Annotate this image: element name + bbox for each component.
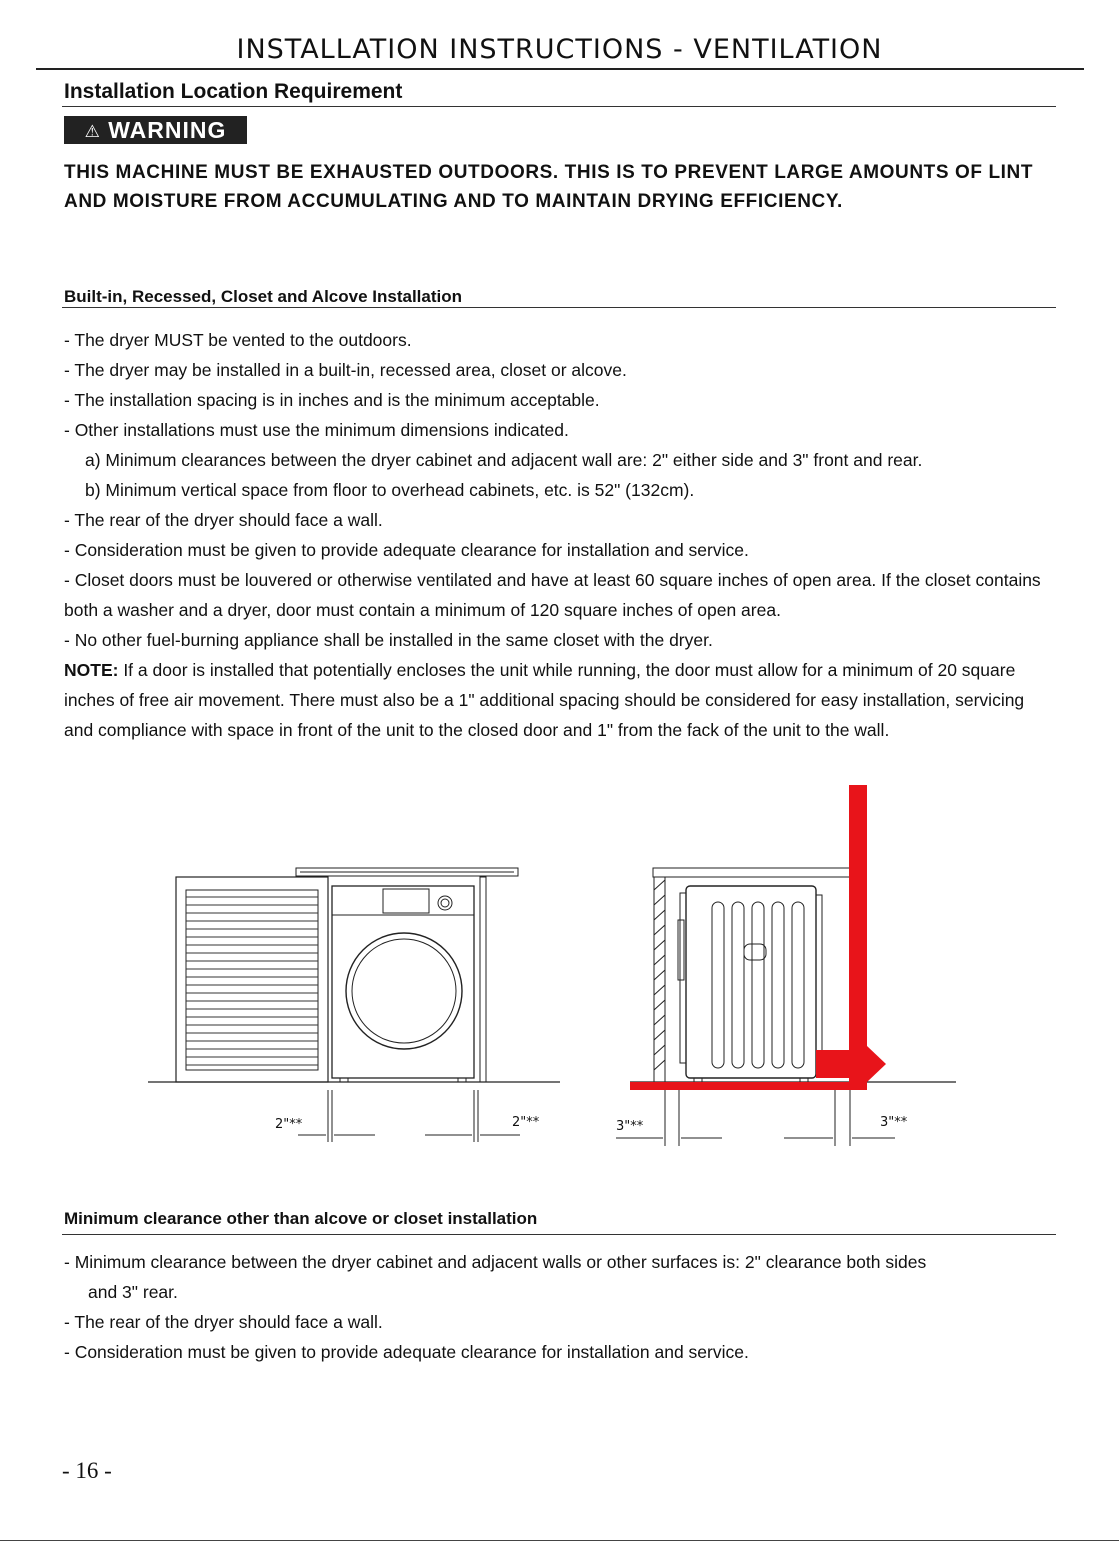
- rear-wall-highlight: [630, 785, 886, 1090]
- louvered-door: [176, 877, 328, 1082]
- side-left-clearance-label: 3"**: [616, 1119, 644, 1134]
- built-in-line: - Consideration must be given to provide adequate clearance for installation and service.: [64, 540, 749, 560]
- door-louvers: [186, 897, 318, 1065]
- minimum-clearance-line: - The rear of the dryer should face a wall.: [64, 1312, 383, 1332]
- clearance-diagram: [0, 770, 1119, 1170]
- dryer-door-icon: [346, 933, 462, 1049]
- side-view: [616, 868, 956, 1146]
- side-right-clearance-label: 3"**: [880, 1115, 908, 1130]
- vent-duct: [816, 1050, 850, 1078]
- built-in-line: - Other installations must use the minimum dimensions indicated.: [64, 420, 569, 440]
- front-right-clearance-label: 2"**: [512, 1115, 540, 1130]
- note-paragraph: [64, 655, 1054, 745]
- clearance-sub-item: b) Minimum vertical space from floor to overhead cabinets, etc. is 52" (132cm).: [85, 480, 695, 500]
- built-in-line: - No other fuel-burning appliance shall be installed in the same closet with the dryer.: [64, 630, 713, 650]
- warning-text: THIS MACHINE MUST BE EXHAUSTED OUTDOORS. THIS IS TO PREVENT LARGE AMOUNTS OF LINT AND MOISTURE FROM ACCUMULATING AND TO MAINTAIN DRYING EFFICIENCY.: [64, 162, 1034, 212]
- side-wall: [654, 877, 665, 1082]
- note-label: NOTE:: [64, 660, 119, 680]
- built-in-line: - The dryer MUST be vented to the outdoors.: [64, 330, 412, 350]
- dryer-knob-icon: [438, 896, 452, 910]
- section-heading: Installation Location Requirement: [64, 80, 403, 103]
- built-in-line: - Closet doors must be louvered or otherwise ventilated and have at least 60 square inches of open area. If the closet contains both a washer and a dryer, door must contain a minimum of 120 square inches of open area.: [64, 570, 1041, 620]
- front-view: [148, 868, 560, 1142]
- section-divider: [62, 106, 1056, 107]
- minimum-clearance-line: - Minimum clearance between the dryer cabinet and adjacent walls or other surfaces is: 2" clearance both sides: [64, 1252, 927, 1272]
- warning-triangle-icon: ⚠: [84, 122, 101, 141]
- warning-badge: [64, 116, 247, 144]
- warning-label: WARNING: [108, 117, 227, 143]
- built-in-heading: Built-in, Recessed, Closet and Alcove Installation: [64, 287, 463, 306]
- built-in-line: - The rear of the dryer should face a wall.: [64, 510, 383, 530]
- exhaust-arrow-icon: [867, 1046, 886, 1082]
- built-in-divider: [62, 307, 1056, 308]
- minimum-clearance-line: and 3" rear.: [88, 1282, 178, 1302]
- minimum-clearance-body: [64, 1247, 1054, 1367]
- built-in-body: [64, 325, 1054, 745]
- page-number: - 16 -: [62, 1458, 112, 1483]
- title-divider: [36, 68, 1084, 70]
- bottom-divider: [0, 1540, 1119, 1541]
- front-left-clearance-label: 2"**: [275, 1117, 303, 1132]
- note-text: If a door is installed that potentially encloses the unit while running, the door must allow for a minimum of 20 square inches of free air movement. There must also be a 1" additional spacing should be considered for easy installation, servicing and compliance with space in front of the unit to the closed door and 1" from the fack of the unit to the wall.: [64, 660, 1025, 740]
- minimum-clearance-heading: Minimum clearance other than alcove or closet installation: [64, 1209, 538, 1228]
- built-in-line: - The dryer may be installed in a built-in, recessed area, closet or alcove.: [64, 360, 627, 380]
- minimum-clearance-line: - Consideration must be given to provide adequate clearance for installation and service.: [64, 1342, 749, 1362]
- built-in-line: - The installation spacing is in inches and is the minimum acceptable.: [64, 390, 600, 410]
- minimum-clearance-divider: [62, 1234, 1056, 1235]
- clearance-sub-item: a) Minimum clearances between the dryer cabinet and adjacent wall are: 2" either side and 3" front and rear.: [85, 450, 923, 470]
- page-title: INSTALLATION INSTRUCTIONS - VENTILATION: [236, 34, 883, 65]
- dryer-side: [686, 886, 816, 1078]
